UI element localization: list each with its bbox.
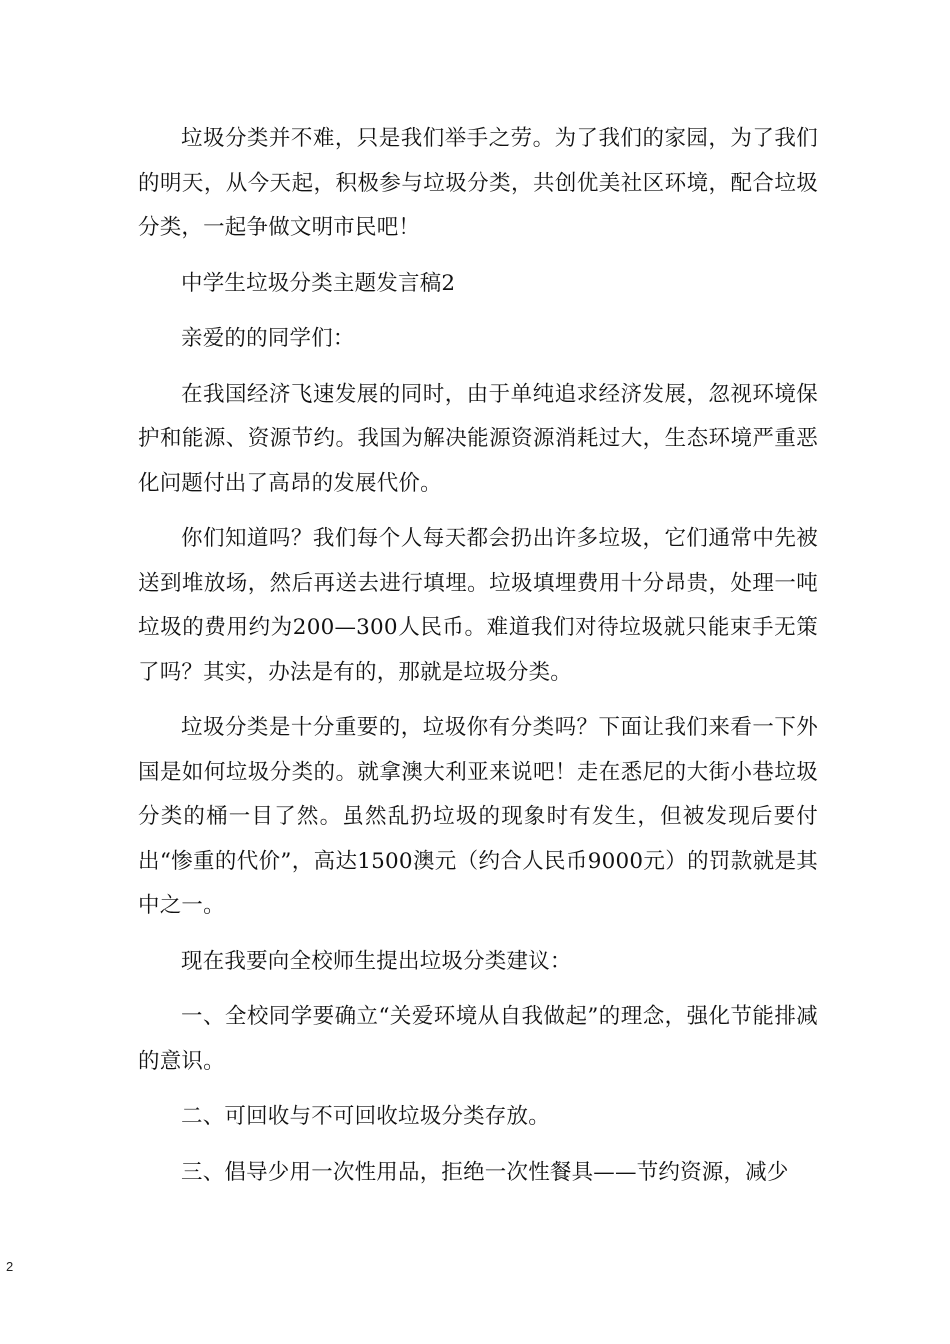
proposal-item-2: 二、可回收与不可回收垃圾分类存放。	[181, 1104, 550, 1129]
paragraph-conclusion: 垃圾分类并不难，只是我们举手之劳。为了我们的家园，为了我们的明天，从今天起，积极参与垃圾分类，共创优美社区环境，配合垃圾分类，一起争做文明市民吧！	[138, 126, 818, 240]
salutation: 亲爱的的同学们：	[181, 326, 355, 351]
paragraph-landfill: 你们知道吗？我们每个人每天都会扔出许多垃圾，它们通常中先被送到堆放场，然后再送去进行填埋。垃圾填埋费用十分昂贵，处理一吨垃圾的费用约为200—300人民币。难道我们对待垃圾就只能束手无策了吗？其实，办法是有的，那就是垃圾分类。	[138, 526, 818, 685]
proposal-item-3: 三、倡导少用一次性用品，拒绝一次性餐具——节约资源，减少	[181, 1159, 789, 1185]
document-body	[138, 117, 818, 1206]
section-heading: 中学生垃圾分类主题发言稿2	[181, 270, 456, 296]
paragraph-background: 在我国经济飞速发展的同时，由于单纯追求经济发展，忽视环境保护和能源、资源节约。我国为解决能源资源消耗过大，生态环境严重恶化问题付出了高昂的发展代价。	[138, 381, 818, 496]
paragraph-proposal-intro: 现在我要向全校师生提出垃圾分类建议：	[181, 948, 572, 974]
paragraph-australia: 垃圾分类是十分重要的，垃圾你有分类吗？下面让我们来看一下外国是如何垃圾分类的。就拿澳大利亚来说吧！走在悉尼的大街小巷垃圾分类的桶一目了然。虽然乱扔垃圾的现象时有发生，但被发现后要付出“惨重的代价”，高达1500澳元（约合人民币9000元）的罚款就是其中之一。	[138, 715, 818, 918]
proposal-item-1: 一、全校同学要确立“关爱环境从自我做起”的理念，强化节能排减的意识。	[138, 1004, 818, 1074]
page-number: 2	[6, 1259, 14, 1274]
